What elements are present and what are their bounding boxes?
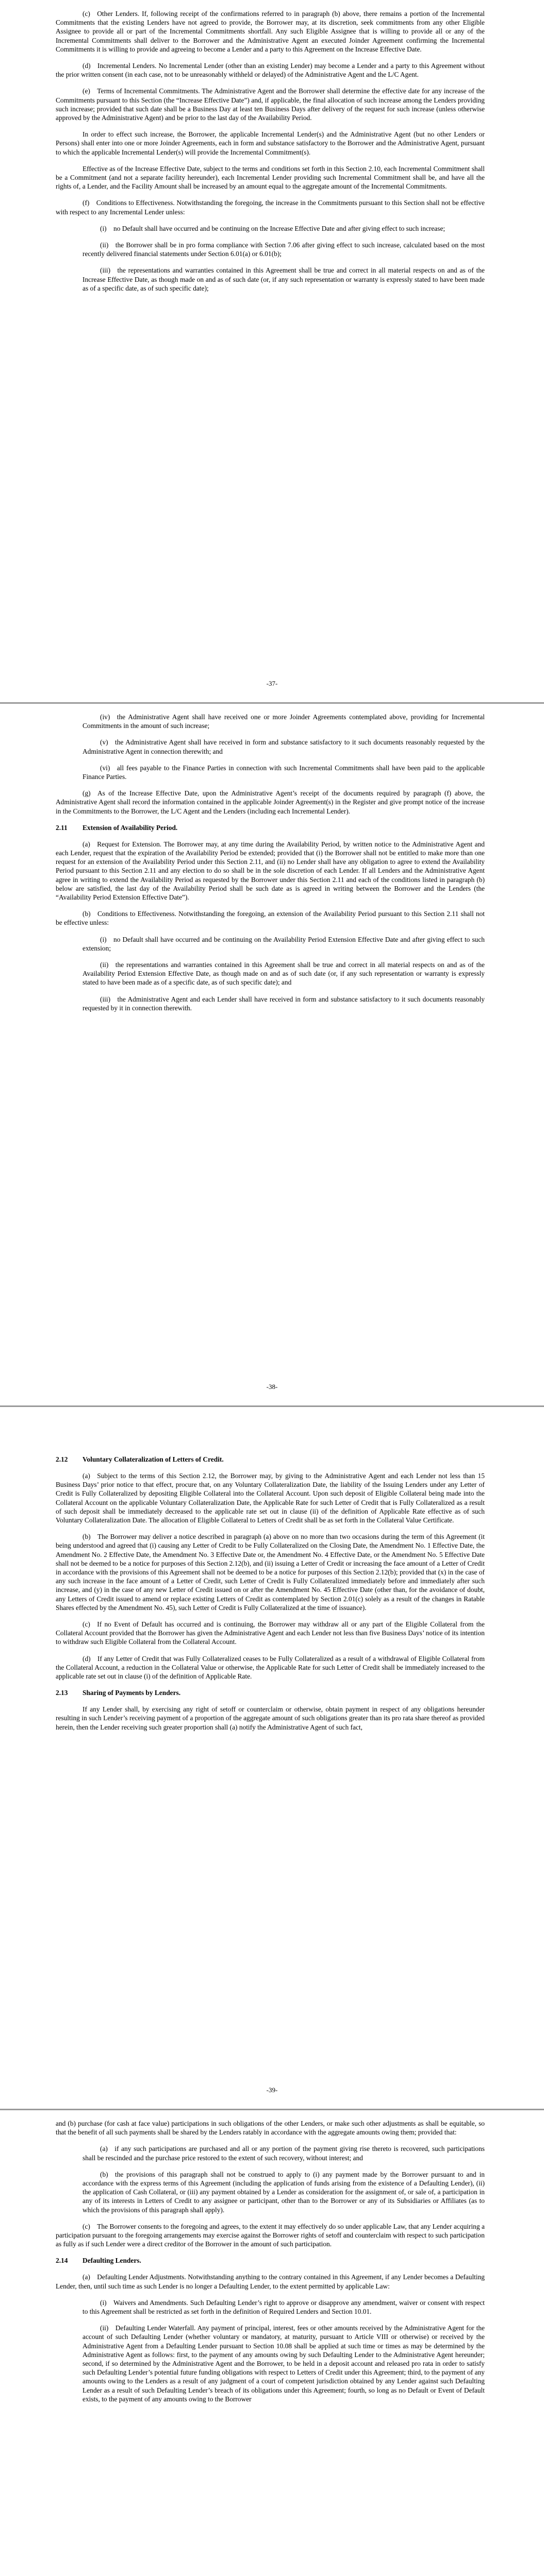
paragraph-defaulting-adjustments: (a) Defaulting Lender Adjustments. Notwithstanding anything to the contrary contained in this Agreement, if any Lender becomes a Defaulting Lender, then, until such time as such Lender is no longer a Defaulting Lender, to the extent permitted by applicable Law:: [56, 2273, 485, 2290]
paragraph-joinder: In order to effect such increase, the Borrower, the applicable Incremental Lender(s) and the Administrative Agent (but no other Lenders or Persons) shall enter into one or more Joinder Agreements, each in form and substance satisfactory to the Borrower and the Administrative Agent, pursuant to which the applicable Incremental Lender(s) will provide the Incremental Commitment(s).: [56, 130, 485, 156]
paragraph-request-extension: (a) Request for Extension. The Borrower may, at any time during the Availability Period, by written notice to the Administrative Agent and each Lender, request that the expiration of the Availability Period be extended; provided that (i) the Borrower shall not be entitled to make more than one request for an extension of the Availability Period under this Section 2.11, and (ii) no Lender shall have any obligation to agree to extend the Availability Period pursuant to this Section 2.11 and any election to do so shall be in the sole discretion of each Lender. If all Lenders and the Administrative Agent agree in writing to extend the Availability Period as requested by the Borrower under this Section 2.11 and each of the conditions listed in paragraph (b) below are satisfied, the last day of the Availability Period shall be such date as is agreed in writing between the Borrower and the Lenders (the “Availability Period Extension Effective Date”).: [56, 840, 485, 902]
section-title: Sharing of Payments by Lenders.: [83, 1689, 181, 1697]
paragraph-sharing-a: (a) if any such participations are purchased and all or any portion of the payment giving rise thereto is recovered, such participations shall be rescinded and the purchase price restored to the extent of such recovery, without interest; and: [83, 2145, 485, 2162]
section-title: Extension of Availability Period.: [83, 823, 178, 832]
section-number: 2.11: [56, 823, 68, 832]
section-heading-2-14: [56, 2256, 485, 2265]
paragraph-terms-incremental: (e) Terms of Incremental Commitments. The Administrative Agent and the Borrower shall determine the effective date for any increase of the Commitments pursuant to this Section (the “Increase Effective Date”) and, if applicable, the final allocation of such increase among the Lenders providing such increase; provided that such date shall be a Business Day at least ten Business Days after delivery of the request for such increase (unless otherwise approved by the Administrative Agent) and be prior to the last day of the Availability Period.: [56, 87, 485, 122]
paragraph-sharing-b: (b) the provisions of this paragraph shall not be construed to apply to (i) any payment made by the Borrower pursuant to and in accordance with the express terms of this Agreement (including the application of funds arising from the existence of a Defaulting Lender), (ii) the application of Cash Collateral, or (iii) any payment obtained by a Lender as consideration for the assignment of, or sale of, a participation in any of its interests in Letters of Credit to any assignee or participant, other than to the Borrower or any of its Subsidiaries or Affiliates (as to which the provisions of this paragraph shall apply).: [83, 2170, 485, 2214]
paragraph-conditions: (f) Conditions to Effectiveness. Notwithstanding the foregoing, the increase in the Commitments pursuant to this Section shall not be effective with respect to any Incremental Lender unless:: [56, 199, 485, 216]
paragraph-other-lenders: (c) Other Lenders. If, following receipt of the confirmations referred to in paragraph (b) above, there remains a portion of the Incremental Commitments that the existing Lenders have not agreed to provide, the Borrower may, at its discretion, seek commitments from any other Eligible Assignee to provide all or part of the Incremental Commitments shortfall. Any such Eligible Assignee that is willing to provide all or any of the Incremental Commitments shall deliver to the Borrower and the Administrative Agent an executed Joinder Agreement confirming the Incremental Commitments it is willing to provide and agreeing to become a Lender and a party to this Agreement on the Increase Effective Date.: [56, 10, 485, 53]
paragraph-sharing-payments: If any Lender shall, by exercising any right of setoff or counterclaim or otherwise, obtain payment in respect of any obligations hereunder resulting in such Lender’s receiving payment of a proportion of the aggregate amount of such obligations greater than its pro rata share thereof as provided herein, then the Lender receiving such greater proportion shall (a) notify the Administrative Agent of such fact,: [56, 1705, 485, 1731]
paragraph-voluntary-collateral-c: (c) If no Event of Default has occurred and is continuing, the Borrower may withdraw all or any part of the Eligible Collateral from the Collateral Account provided that the Borrower has given the Administrative Agent and each Lender not less than five Business Days’ notice of its intention to withdraw such Eligible Collateral from the Collateral Account.: [56, 1620, 485, 1646]
paragraph-condition-ii: (ii) the Borrower shall be in pro forma compliance with Section 7.06 after giving effect to such increase, calculated based on the most recently delivered financial statements under Section 6.01(a) or 6.01(b);: [83, 241, 485, 258]
paragraph-ext-condition-i: (i) no Default shall have occurred and be continuing on the Availability Period Extension Effective Date and after giving effect to such extension;: [83, 935, 485, 952]
paragraph-effective: Effective as of the Increase Effective Date, subject to the terms and conditions set forth in this Section 2.10, each Incremental Commitment shall be a Commitment (and not a separate facility hereunder), each Incremental Lender providing such Incremental Commitment shall be, and have all the rights of, a Lender, and the Facility Amount shall be increased by an amount equal to the aggregate amount of the Incremental Commitments.: [56, 164, 485, 191]
paragraph-condition-i: (i) no Default shall have occurred and be continuing on the Increase Effective Date and after giving effect to such increase;: [100, 224, 446, 232]
paragraph-condition-iv: (iv) the Administrative Agent shall have received one or more Joinder Agreements contemplated above, providing for Incremental Commitments in the amount of such increase;: [83, 713, 485, 730]
paragraph-sharing-c: (c) The Borrower consents to the foregoing and agrees, to the extent it may effectively do so under applicable Law, that any Lender acquiring a participation pursuant to the foregoing arrangements may exercise against the Borrower rights of setoff and counterclaim with respect to such participation as fully as if such Lender were a direct creditor of the Borrower in the amount of such participation.: [56, 2222, 485, 2248]
paragraph-voluntary-collateral-b: (b) The Borrower may deliver a notice described in paragraph (a) above on no more than two occasions during the term of this Agreement (it being understood and agreed that (i) causing any Letter of Credit to be Fully Collateralized on the Closing Date, the Amendment No. 1 Effective Date, the Amendment No. 2 Effective Date, the Amendment No. 3 Effective Date or, the Amendment No. 4 Effective Date, or the Amendment No. 5 Effective Date shall not be deemed to be a notice for purposes of this Section 2.12(b), and (ii) issuing a Letter of Credit or increasing the face amount of a Letter of Credit in accordance with the provisions of this Agreement shall not be deemed to be a notice for purposes of this Section 2.12(b); provided that (x) in the case of any such increase in the face amount of a Letter of Credit, such Letter of Credit is Fully Collateralized immediately before and immediately after such increase, and (y) in the case of any new Letter of Credit issued on or after the Amendment No. 45 Effective Date (other than, for the avoidance of doubt, any Letters of Credit issued to amend or replace existing Letters of Credit as contemplated by Section 2.01(c) solely as a result of the changes in Ratable Shares effected by the Amendment No. 45), such Letter of Credit is Fully Collateralized at the time of issuance).: [56, 1533, 485, 1612]
document-page-39: [0, 1406, 544, 2110]
section-heading-2-12: [56, 1455, 485, 1464]
section-heading-2-13: [56, 1688, 485, 1697]
paragraph-ext-condition-ii: (ii) the representations and warranties contained in this Agreement shall be true and correct in all material respects on and as of the Availability Period Extension Effective Date, as though made on and as of such date (or, if any such representation or warranty is expressly stated to have been made as of a specific date, as of such specific date); and: [83, 961, 485, 987]
page-number: -39-: [266, 2086, 278, 2094]
paragraph-extension-conditions: (b) Conditions to Effectiveness. Notwithstanding the foregoing, an extension of the Availability Period pursuant to this Section 2.11 shall not be effective unless:: [56, 910, 485, 927]
paragraph-condition-iii: (iii) the representations and warranties contained in this Agreement shall be true and correct in all material respects on and as of the Increase Effective Date, as though made on and as of such date (or, if any such representation or warranty is expressly stated to have been made as of a specific date, as of such specific date);: [83, 266, 485, 292]
paragraph-defaulting-waterfall: (ii) Defaulting Lender Waterfall. Any payment of principal, interest, fees or other amounts received by the Administrative Agent for the account of such Defaulting Lender (whether voluntary or mandatory, at maturity, pursuant to Article VIII or otherwise) or received by the Administrative Agent from a Defaulting Lender pursuant to Section 10.08 shall be applied at such time or times as may be determined by the Administrative Agent as follows: first, to the payment of any amounts owing by such Defaulting Lender to the Administrative Agent hereunder; second, if so determined by the Administrative Agent and the Borrower, to be held in a deposit account and released pro rata in order to satisfy such Defaulting Lender’s potential future funding obligations with respect to Letters of Credit under this Agreement; third, to the payment of any amounts owing to the Lenders as a result of any judgment of a court of competent jurisdiction obtained by any Lender against such Defaulting Lender as a result of such Defaulting Lender’s breach of its obligations under this Agreement; fourth, so long as no Default or Event of Default exists, to the payment of any amounts owing to the Borrower: [83, 2324, 485, 2403]
page-number: -38-: [266, 1383, 278, 1391]
section-number: 2.13: [56, 1689, 68, 1697]
section-title: Voluntary Collateralization of Letters of Credit.: [83, 1455, 224, 1463]
section-number: 2.12: [56, 1455, 68, 1463]
document-page-37: [0, 0, 544, 703]
document-page-38: [0, 703, 544, 1406]
paragraph-condition-vi: (vi) all fees payable to the Finance Parties in connection with such Incremental Commitments shall have been paid to the applicable Finance Parties.: [83, 764, 485, 781]
paragraph-condition-v: (v) the Administrative Agent shall have received in form and substance satisfactory to it such documents reasonably requested by the Administrative Agent in connection therewith; and: [83, 738, 485, 755]
paragraph-voluntary-collateral-d: (d) If any Letter of Credit that was Fully Collateralized ceases to be Fully Collateralized as a result of a withdrawal of Eligible Collateral from the Collateral Account, a reduction in the Collateral Value or otherwise, the Applicable Rate for such Letter of Credit shall be immediately increased to the applicable rate set out in clause (i) of the definition of Applicable Rate.: [56, 1654, 485, 1681]
paragraph-waivers-amendments: (i) Waivers and Amendments. Such Defaulting Lender’s right to approve or disapprove any amendment, waiver or consent with respect to this Agreement shall be restricted as set forth in the definition of Required Lenders and Section 10.01.: [83, 2298, 485, 2316]
section-number: 2.14: [56, 2257, 68, 2265]
paragraph-sharing-continued: and (b) purchase (for cash at face value) participations in such obligations of the other Lenders, or make such other adjustments as shall be equitable, so that the benefit of all such payments shall be shared by the Lenders ratably in accordance with the aggregate amounts owing them; provided that:: [56, 2120, 485, 2137]
section-heading-2-11: [56, 823, 485, 832]
document-page-40: [0, 2110, 544, 2576]
paragraph-voluntary-collateral-a: (a) Subject to the terms of this Section 2.12, the Borrower may, by giving to the Administrative Agent and each Lender not less than 15 Business Days’ prior notice to that effect, procure that, on any Voluntary Collateralization Date, the liability of the Issuing Lenders under any Letter of Credit is Fully Collateralized by depositing Eligible Collateral into the Collateral Account. Upon such deposit of Eligible Collateral being made into the Collateral Account on the applicable Voluntary Collateralization Date, the Applicable Rate for such Letter of Credit that is Fully Collateralized as a result of such deposit shall be immediately decreased to the applicable rate set out in clause (ii) of the definition of Applicable Rate effective as of such Voluntary Collateralization Date. The allocation of Eligible Collateral to Letters of Credit shall be as set forth in the Collateral Value Certificate.: [56, 1472, 485, 1524]
page-number: -37-: [266, 680, 278, 687]
section-title: Defaulting Lenders.: [83, 2257, 141, 2265]
paragraph-ext-condition-iii: (iii) the Administrative Agent and each Lender shall have received in form and substance satisfactory to it such documents reasonably requested by it in connection therewith.: [83, 995, 485, 1012]
paragraph-register: (g) As of the Increase Effective Date, upon the Administrative Agent’s receipt of the documents required by paragraph (f) above, the Administrative Agent shall record the information contained in the applicable Joinder Agreement(s) in the Register and give prompt notice of the increase in the Commitments to the Borrower, the L/C Agent and the Lenders (including each Incremental Lender).: [56, 789, 485, 815]
paragraph-incremental-lenders: (d) Incremental Lenders. No Incremental Lender (other than an existing Lender) may become a Lender and a party to this Agreement without the prior written consent (in each case, not to be unreasonably withheld or delayed) of the Administrative Agent and the L/C Agent.: [56, 62, 485, 79]
